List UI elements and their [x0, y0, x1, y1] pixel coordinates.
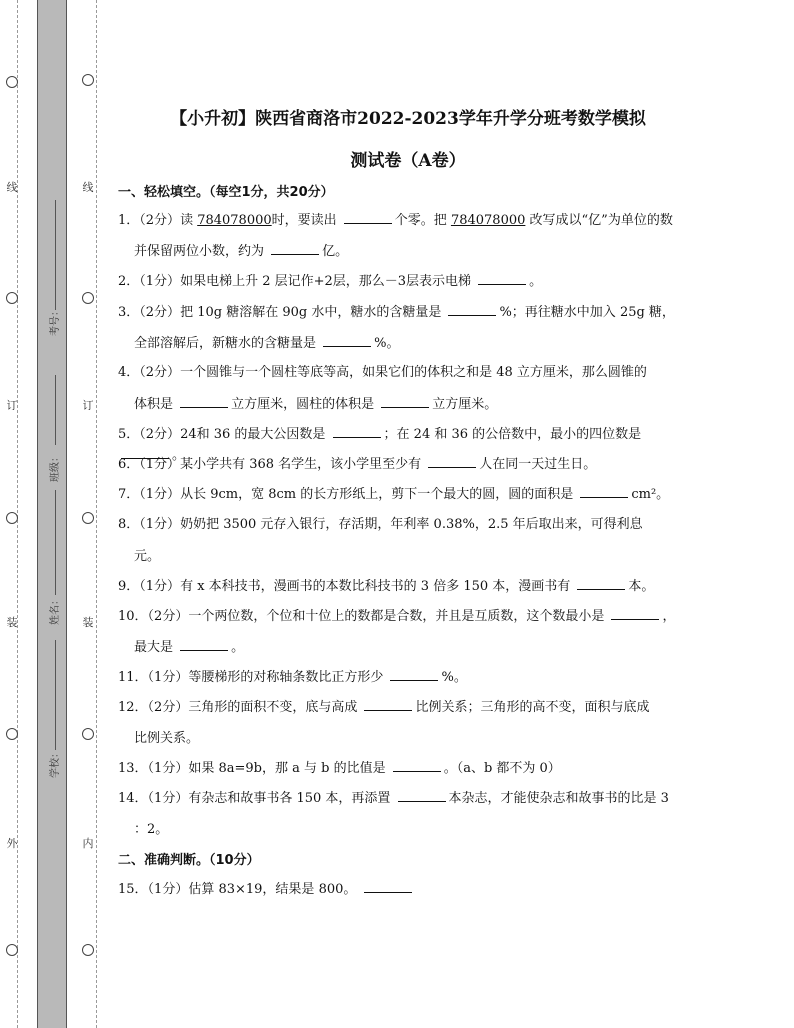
- question-4-continuation: [134, 393, 497, 412]
- question-text: 一个两位数，个位和十位上的数都是合数，并且是互质数，这个数最小是: [188, 609, 609, 624]
- question-text: ：2。: [134, 822, 169, 837]
- answer-blank[interactable]: [393, 758, 441, 772]
- binding-hole: [82, 512, 94, 524]
- question-text: 有杂志和故事书各 150 本，再添置: [188, 791, 395, 806]
- question-text: 并保留两位小数，约为: [134, 244, 269, 259]
- question-text: %。: [441, 670, 467, 685]
- question-text: 本。: [628, 579, 655, 594]
- question-text: 如果 8a=9b，那 a 与 b 的比值是: [188, 761, 390, 776]
- question-text: 读: [180, 213, 198, 228]
- question-14-continuation: [134, 818, 168, 837]
- binding-hole: [82, 944, 94, 956]
- answer-blank[interactable]: [428, 454, 476, 468]
- class-label: 班级：: [50, 452, 61, 482]
- question-14: [118, 788, 688, 809]
- question-9: [118, 576, 688, 597]
- answer-blank[interactable]: [611, 606, 659, 620]
- question-text: 估算 83×19，结果是 800。: [188, 882, 361, 897]
- question-text: %；再往糖水中加入 25g 糖，: [499, 305, 675, 320]
- question-text: 时，要读出: [271, 213, 341, 228]
- answer-blank[interactable]: [180, 637, 228, 651]
- question-text: ，: [662, 609, 676, 624]
- question-score: （1分）: [139, 487, 181, 502]
- question-8: [118, 515, 688, 535]
- section-heading: 一、轻松填空。（每空1分，共20分）: [118, 185, 334, 200]
- question-score: （1分）: [147, 670, 189, 685]
- question-text: 有 x 本科技书，漫画书的本数比科技书的 3 倍多 150 本，漫画书有: [180, 579, 575, 594]
- question-text: 人在同一天过生日。: [479, 457, 597, 472]
- binding-band: [37, 0, 67, 1028]
- question-number: 10．: [118, 609, 148, 624]
- binding-mark-inner: 装: [82, 616, 94, 629]
- question-score: （1分）: [139, 517, 181, 532]
- question-1-continuation: [134, 240, 348, 259]
- question-number: 4．: [118, 365, 140, 380]
- question-number: 3．: [118, 305, 140, 320]
- question-number: 6．: [118, 457, 140, 472]
- question-text: %。: [374, 336, 400, 351]
- question-text: 亿。: [322, 244, 349, 259]
- question-text: 三角形的面积不变，底与高成: [188, 700, 362, 715]
- binding-mark-inner: 订: [82, 399, 94, 412]
- binding-hole: [82, 74, 94, 86]
- question-10: [118, 606, 688, 627]
- question-score: （2分）: [147, 700, 189, 715]
- question-4: [118, 363, 688, 383]
- question-text: ；在 24 和 36 的公倍数中，最小的四位数是: [383, 427, 642, 442]
- inner-cut-line: [96, 0, 97, 1028]
- answer-blank[interactable]: [478, 271, 526, 285]
- question-text: 某小学共有 368 名学生，该小学里至少有: [180, 457, 426, 472]
- question-text: cm²。: [631, 487, 670, 502]
- question-number: 12．: [118, 700, 148, 715]
- question-score: （2分）: [139, 365, 181, 380]
- section-heading: 二、准确判断。（10分）: [118, 853, 260, 868]
- class-field-line: [55, 375, 56, 445]
- question-score: （1分）: [139, 457, 181, 472]
- question-number: 2．: [118, 274, 140, 289]
- binding-mark-inner: 线: [82, 181, 94, 194]
- question-15: [118, 879, 688, 900]
- question-text: 。: [172, 448, 186, 463]
- binding-hole: [6, 76, 18, 88]
- number-value: 784078000: [450, 213, 526, 228]
- answer-blank[interactable]: [364, 697, 412, 711]
- question-score: （1分）: [139, 579, 181, 594]
- binding-hole: [82, 292, 94, 304]
- binding-mark-outer: 线: [6, 181, 18, 194]
- question-text: 体积是: [134, 397, 178, 412]
- answer-blank[interactable]: [448, 302, 496, 316]
- question-3: [118, 302, 688, 323]
- binding-hole: [6, 728, 18, 740]
- question-7: [118, 484, 688, 505]
- answer-blank[interactable]: [390, 667, 438, 681]
- binding-mark-outer: 装: [6, 616, 18, 629]
- question-number: 8．: [118, 517, 140, 532]
- question-text: 一个圆锥与一个圆柱等底等高，如果它们的体积之和是 48 立方厘米，那么圆锥的: [180, 365, 647, 380]
- school-label: 学校：: [50, 748, 61, 778]
- question-text: 最大是: [134, 640, 178, 655]
- question-number: 13．: [118, 761, 148, 776]
- question-11: [118, 667, 688, 688]
- exam-number-label: 考号：: [50, 306, 61, 336]
- question-text: 从长 9cm，宽 8cm 的长方形纸上，剪下一个最大的圆，圆的面积是: [180, 487, 578, 502]
- binding-mark-inner: 内: [82, 837, 94, 850]
- question-text: 。: [529, 274, 543, 289]
- question-text: 比例关系；三角形的高不变，面积与底成: [415, 700, 650, 715]
- binding-hole: [6, 512, 18, 524]
- question-number: 5．: [118, 427, 140, 442]
- answer-blank[interactable]: [381, 394, 429, 408]
- question-text: 元。: [134, 549, 161, 564]
- answer-blank[interactable]: [398, 788, 446, 802]
- question-8-continuation: [134, 545, 160, 564]
- binding-mark-outer: 外: [6, 837, 18, 850]
- question-text: 把 10g 糖溶解在 90g 水中，糖水的含糖量是: [180, 305, 446, 320]
- question-number: 1．: [118, 213, 140, 228]
- question-text: 立方厘米。: [432, 397, 498, 412]
- question-score: （2分）: [139, 427, 181, 442]
- question-score: （1分）: [139, 274, 181, 289]
- question-number: 9．: [118, 579, 140, 594]
- binding-mark-outer: 订: [6, 399, 18, 412]
- question-text: 等腰梯形的对称轴条数比正方形少: [188, 670, 388, 685]
- question-score: （2分）: [139, 305, 181, 320]
- question-number: 7．: [118, 487, 140, 502]
- binding-hole: [6, 292, 18, 304]
- question-text: 比例关系。: [134, 731, 200, 746]
- answer-blank[interactable]: [333, 424, 381, 438]
- question-3-continuation: [134, 332, 400, 351]
- question-score: （2分）: [147, 609, 189, 624]
- answer-blank[interactable]: [180, 394, 228, 408]
- number-value: 784078000: [197, 213, 272, 228]
- question-score: （1分）: [147, 791, 189, 806]
- question-text: 本杂志，才能使杂志和故事书的比是 3: [448, 791, 669, 806]
- question-10-continuation: [134, 636, 244, 655]
- answer-blank[interactable]: [577, 576, 625, 590]
- question-2: [118, 271, 688, 292]
- question-text: 。: [231, 640, 245, 655]
- question-1: [118, 210, 688, 231]
- question-text: 24和 36 的最大公因数是: [180, 427, 330, 442]
- binding-hole: [82, 728, 94, 740]
- question-text: 全部溶解后，新糖水的含糖量是: [134, 336, 321, 351]
- page-title-line2: 测试卷（A卷）: [350, 151, 466, 171]
- question-number: 14．: [118, 791, 148, 806]
- question-number: 15．: [118, 882, 148, 897]
- question-text: 个零。把: [394, 213, 451, 228]
- question-12-continuation: [134, 727, 199, 746]
- answer-blank[interactable]: [364, 879, 412, 893]
- binding-hole: [6, 944, 18, 956]
- question-score: （2分）: [139, 213, 181, 228]
- name-field-line: [55, 490, 56, 595]
- question-13: [118, 758, 688, 779]
- question-number: 11．: [118, 670, 148, 685]
- school-field-line: [55, 640, 56, 750]
- question-text: 奶奶把 3500 元存入银行，存活期，年利率 0.38%，2.5 年后取出来，可得利息: [180, 517, 643, 532]
- question-6: [118, 454, 688, 475]
- question-score: （1分）: [147, 882, 189, 897]
- question-text: 改写成以“亿”为单位的数: [525, 213, 673, 228]
- answer-blank[interactable]: [344, 210, 392, 224]
- exam-number-field-line: [55, 200, 56, 310]
- answer-blank[interactable]: [580, 484, 628, 498]
- question-text: 。（a、b 都不为 0）: [443, 761, 561, 776]
- question-score: （1分）: [147, 761, 189, 776]
- name-label: 姓名：: [50, 595, 61, 625]
- page-title: 【小升初】陕西省商洛市2022-2023学年升学分班考数学模拟: [170, 109, 646, 129]
- question-text: 立方厘米，圆柱的体积是: [231, 397, 379, 412]
- question-12: [118, 697, 688, 718]
- answer-blank[interactable]: [323, 333, 371, 347]
- answer-blank[interactable]: [271, 241, 319, 255]
- question-text: 如果电梯上升 2 层记作+2层，那么－3层表示电梯: [180, 274, 476, 289]
